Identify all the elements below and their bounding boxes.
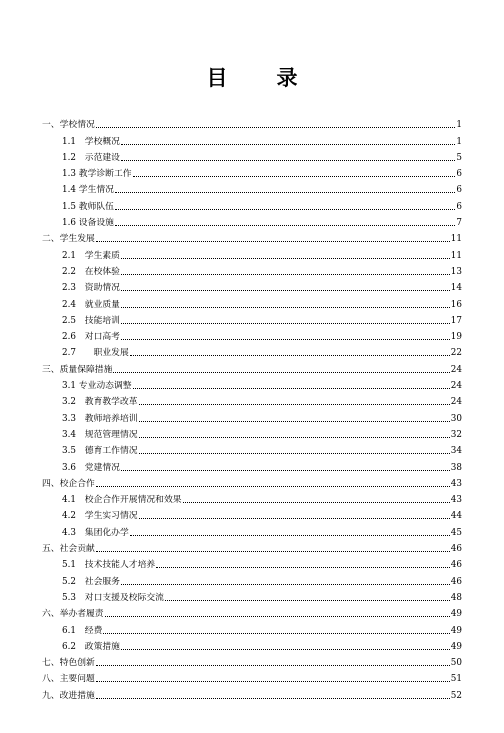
toc-entry-label: 三、质量保障措施 — [42, 364, 113, 375]
toc-dot-leader — [121, 273, 450, 275]
toc-section-entry[interactable] — [42, 570, 462, 586]
toc-dot-leader — [183, 501, 450, 503]
toc-section-entry[interactable] — [42, 489, 462, 505]
toc-dot-leader — [115, 224, 455, 226]
toc-section-entry[interactable] — [42, 163, 462, 179]
toc-dot-leader — [96, 680, 450, 682]
toc-entry-label: 6.2 政策措施 — [62, 641, 120, 652]
toc-page-number: 13 — [450, 266, 462, 277]
toc-section-entry[interactable] — [42, 505, 462, 521]
toc-entry-label: 3.4 规范管理情况 — [62, 429, 138, 440]
toc-page-number: 1 — [456, 120, 462, 131]
toc-entry-label: 2.5 技能培训 — [62, 315, 120, 326]
toc-entry-label: 3.6 党建情况 — [62, 462, 120, 473]
toc-dot-leader — [121, 257, 450, 259]
toc-dot-leader — [115, 191, 455, 193]
toc-entry-label: 1.5 教师队伍 — [62, 201, 114, 212]
toc-page-number: 49 — [450, 641, 462, 652]
toc-entry-label: 2.3 资助情况 — [62, 283, 120, 294]
toc-page-number: 38 — [450, 462, 462, 473]
toc-page-number: 43 — [450, 478, 462, 489]
toc-entry-label: 3.1 专业动态调整 — [62, 381, 132, 392]
toc-dot-leader — [96, 664, 450, 666]
toc-entry-label: 1.4 学生情况 — [62, 185, 114, 196]
toc-dot-leader — [96, 240, 450, 242]
toc-page-number: 43 — [450, 495, 462, 506]
toc-entry-label: 六、举办者履责 — [42, 609, 104, 620]
toc-section-entry[interactable] — [42, 261, 462, 277]
toc-page-number: 11 — [450, 250, 462, 261]
toc-page-number: 19 — [450, 332, 462, 343]
toc-dot-leader — [121, 583, 450, 585]
toc-dot-leader — [121, 159, 455, 161]
toc-page-number: 34 — [450, 446, 462, 457]
toc-page-number: 7 — [456, 218, 462, 229]
toc-dot-leader — [139, 403, 450, 405]
toc-section-entry[interactable] — [42, 619, 462, 635]
toc-chapter-entry[interactable] — [42, 652, 462, 668]
toc-dot-leader — [96, 550, 450, 552]
toc-section-entry[interactable] — [42, 310, 462, 326]
toc-page-number: 24 — [450, 364, 462, 375]
toc-page-number: 6 — [456, 201, 462, 212]
toc-section-entry[interactable] — [42, 277, 462, 293]
toc-page-number: 46 — [450, 560, 462, 571]
toc-chapter-entry[interactable] — [42, 668, 462, 684]
toc-section-entry[interactable] — [42, 424, 462, 440]
toc-section-entry[interactable] — [42, 130, 462, 146]
toc-page-number: 49 — [450, 625, 462, 636]
toc-entry-label: 2.4 就业质量 — [62, 299, 120, 310]
toc-entry-label: 2.7 职业发展 — [62, 348, 129, 359]
toc-section-entry[interactable] — [42, 554, 462, 570]
toc-entry-label: 1.3 教学诊断工作 — [62, 169, 132, 180]
toc-entry-label: 四、校企合作 — [42, 478, 95, 489]
toc-section-entry[interactable] — [42, 342, 462, 358]
toc-entry-label: 3.2 教育教学改革 — [62, 397, 138, 408]
toc-entry-label: 5.2 社会服务 — [62, 576, 120, 587]
toc-section-entry[interactable] — [42, 244, 462, 260]
toc-chapter-entry[interactable] — [42, 358, 462, 374]
toc-dot-leader — [165, 599, 450, 601]
toc-entry-label: 五、社会贡献 — [42, 544, 95, 555]
toc-chapter-entry[interactable] — [42, 603, 462, 619]
toc-section-entry[interactable] — [42, 407, 462, 423]
toc-page-number: 24 — [450, 397, 462, 408]
toc-entry-label: 1.6 设备设施 — [62, 218, 114, 229]
toc-section-entry[interactable] — [42, 521, 462, 537]
toc-dot-leader — [103, 632, 449, 634]
toc-page-number: 49 — [450, 609, 462, 620]
toc-dot-leader — [121, 338, 450, 340]
toc-chapter-entry[interactable] — [42, 473, 462, 489]
toc-page-number: 5 — [456, 152, 462, 163]
toc-page-number: 6 — [456, 169, 462, 180]
toc-dot-leader — [121, 469, 450, 471]
toc-entry-label: 1.2 示范建设 — [62, 152, 120, 163]
toc-dot-leader — [130, 534, 450, 536]
toc-dot-leader — [96, 485, 450, 487]
toc-page-number: 45 — [450, 527, 462, 538]
toc-section-entry[interactable] — [42, 212, 462, 228]
toc-page-number: 44 — [450, 511, 462, 522]
toc-entry-label: 3.5 德育工作情况 — [62, 446, 138, 457]
toc-dot-leader — [130, 354, 450, 356]
table-of-contents — [42, 114, 462, 701]
toc-page-number: 1 — [456, 136, 462, 147]
toc-dot-leader — [139, 517, 450, 519]
toc-dot-leader — [139, 452, 450, 454]
toc-page-number: 46 — [450, 576, 462, 587]
toc-page-number: 17 — [450, 315, 462, 326]
toc-chapter-entry[interactable] — [42, 228, 462, 244]
toc-page-number: 14 — [450, 283, 462, 294]
page-title: 目 录 — [206, 65, 312, 90]
toc-section-entry[interactable] — [42, 375, 462, 391]
toc-dot-leader — [105, 615, 450, 617]
toc-dot-leader — [133, 387, 450, 389]
toc-chapter-entry[interactable] — [42, 114, 462, 130]
toc-dot-leader — [113, 371, 449, 373]
toc-chapter-entry[interactable] — [42, 538, 462, 554]
toc-dot-leader — [139, 420, 450, 422]
toc-page-number: 6 — [456, 185, 462, 196]
toc-dot-leader — [96, 697, 450, 699]
toc-dot-leader — [121, 648, 450, 650]
toc-entry-label: 4.2 学生实习情况 — [62, 511, 138, 522]
toc-dot-leader — [121, 306, 450, 308]
toc-page-number: 32 — [450, 429, 462, 440]
toc-page-number: 22 — [450, 348, 462, 359]
toc-entry-label: 八、主要问题 — [42, 674, 95, 685]
toc-page-number: 52 — [450, 690, 462, 701]
toc-dot-leader — [96, 126, 456, 128]
toc-dot-leader — [121, 322, 450, 324]
toc-entry-label: 2.6 对口高考 — [62, 332, 120, 343]
toc-section-entry[interactable] — [42, 179, 462, 195]
toc-section-entry[interactable] — [42, 440, 462, 456]
toc-page-number: 50 — [450, 658, 462, 669]
toc-entry-label: 4.1 校企合作开展情况和效果 — [62, 495, 182, 506]
toc-entry-label: 九、改进措施 — [42, 690, 95, 701]
toc-section-entry[interactable] — [42, 391, 462, 407]
toc-section-entry[interactable] — [42, 636, 462, 652]
toc-chapter-entry[interactable] — [42, 684, 462, 700]
toc-section-entry[interactable] — [42, 587, 462, 603]
toc-entry-label: 2.2 在校体验 — [62, 266, 120, 277]
toc-section-entry[interactable] — [42, 293, 462, 309]
toc-dot-leader — [156, 566, 450, 568]
toc-dot-leader — [133, 175, 456, 177]
toc-page-number: 24 — [450, 381, 462, 392]
toc-entry-label: 七、特色创新 — [42, 658, 95, 669]
toc-page-number: 48 — [450, 592, 462, 603]
toc-entry-label: 4.3 集团化办学 — [62, 527, 129, 538]
toc-dot-leader — [115, 208, 455, 210]
toc-dot-leader — [139, 436, 450, 438]
toc-page-number: 51 — [450, 674, 462, 685]
toc-entry-label: 二、学生发展 — [42, 234, 95, 245]
toc-page-number: 46 — [450, 544, 462, 555]
toc-section-entry[interactable] — [42, 195, 462, 211]
toc-entry-label: 5.3 对口支援及校际交流 — [62, 592, 164, 603]
toc-dot-leader — [121, 143, 455, 145]
toc-entry-label: 5.1 技术技能人才培养 — [62, 560, 156, 571]
toc-entry-label: 2.1 学生素质 — [62, 250, 120, 261]
toc-entry-label: 6.1 经费 — [62, 625, 103, 636]
toc-entry-label: 3.3 教师培养培训 — [62, 413, 138, 424]
toc-section-entry[interactable] — [42, 456, 462, 472]
toc-page-number: 11 — [450, 234, 462, 245]
toc-page-number: 16 — [450, 299, 462, 310]
toc-entry-label: 一、学校情况 — [42, 120, 95, 131]
toc-section-entry[interactable] — [42, 147, 462, 163]
toc-entry-label: 1.1 学校概况 — [62, 136, 120, 147]
toc-dot-leader — [121, 289, 450, 291]
toc-section-entry[interactable] — [42, 326, 462, 342]
toc-page-number: 30 — [450, 413, 462, 424]
